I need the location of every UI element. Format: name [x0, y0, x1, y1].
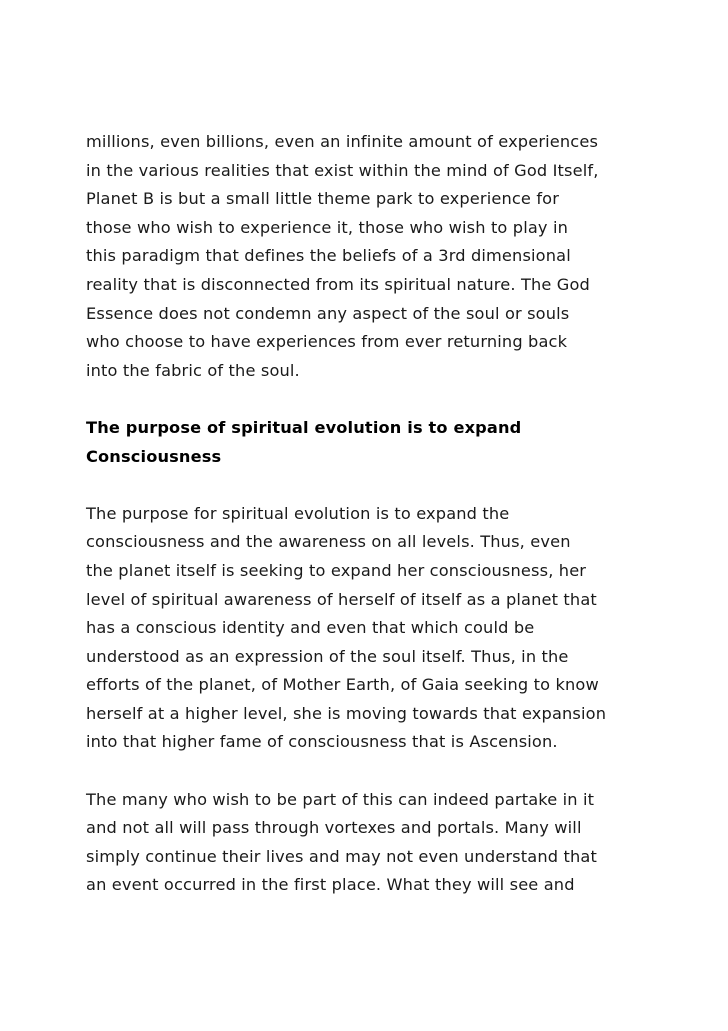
text-line: the planet itself is seeking to expand her consciousness, her: [86, 560, 587, 580]
text-line: The purpose for spiritual evolution is to expand the: [86, 503, 510, 523]
text-line: understood as an expression of the soul itself. Thus, in the: [86, 646, 569, 666]
text-line: who choose to have experiences from ever returning back: [86, 332, 568, 352]
text-line: an event occurred in the first place. What they will see and: [86, 875, 575, 895]
heading-line: The purpose of spiritual evolution is to expand: [86, 417, 522, 437]
paragraph-intro: [86, 128, 661, 385]
text-line: into that higher fame of consciousness that is Ascension.: [86, 732, 558, 752]
paragraph-spacer: [86, 385, 661, 414]
text-line: those who wish to experience it, those who wish to play in: [86, 217, 569, 237]
text-line: in the various realities that exist within the mind of God Itself,: [86, 160, 599, 180]
text-line: Essence does not condemn any aspect of the soul or souls: [86, 303, 570, 323]
text-line: herself at a higher level, she is moving towards that expansion: [86, 703, 607, 723]
text-line: reality that is disconnected from its spiritual nature. The God: [86, 274, 590, 294]
paragraph-spacer: [86, 471, 661, 500]
text-line: has a conscious identity and even that which could be: [86, 618, 535, 638]
text-line: level of spiritual awareness of herself of itself as a planet that: [86, 589, 597, 609]
heading-line: Consciousness: [86, 446, 222, 466]
text-line: efforts of the planet, of Mother Earth, of Gaia seeking to know: [86, 675, 599, 695]
text-line: and not all will pass through vortexes and portals. Many will: [86, 818, 582, 838]
text-line: consciousness and the awareness on all levels. Thus, even: [86, 532, 571, 552]
paragraph-spacer: [86, 757, 661, 786]
text-line: millions, even billions, even an infinite amount of experiences: [86, 132, 599, 151]
text-line: The many who wish to be part of this can indeed partake in it: [86, 789, 595, 809]
section-heading: [86, 414, 661, 471]
document-body: [86, 128, 661, 900]
text-line: Planet B is but a small little theme park to experience for: [86, 189, 560, 209]
paragraph-purpose: [86, 500, 661, 757]
text-line: into the fabric of the soul.: [86, 360, 300, 380]
text-line: simply continue their lives and may not even understand that: [86, 846, 597, 866]
paragraph-many: [86, 786, 661, 900]
text-line: this paradigm that defines the beliefs of a 3rd dimensional: [86, 246, 571, 266]
